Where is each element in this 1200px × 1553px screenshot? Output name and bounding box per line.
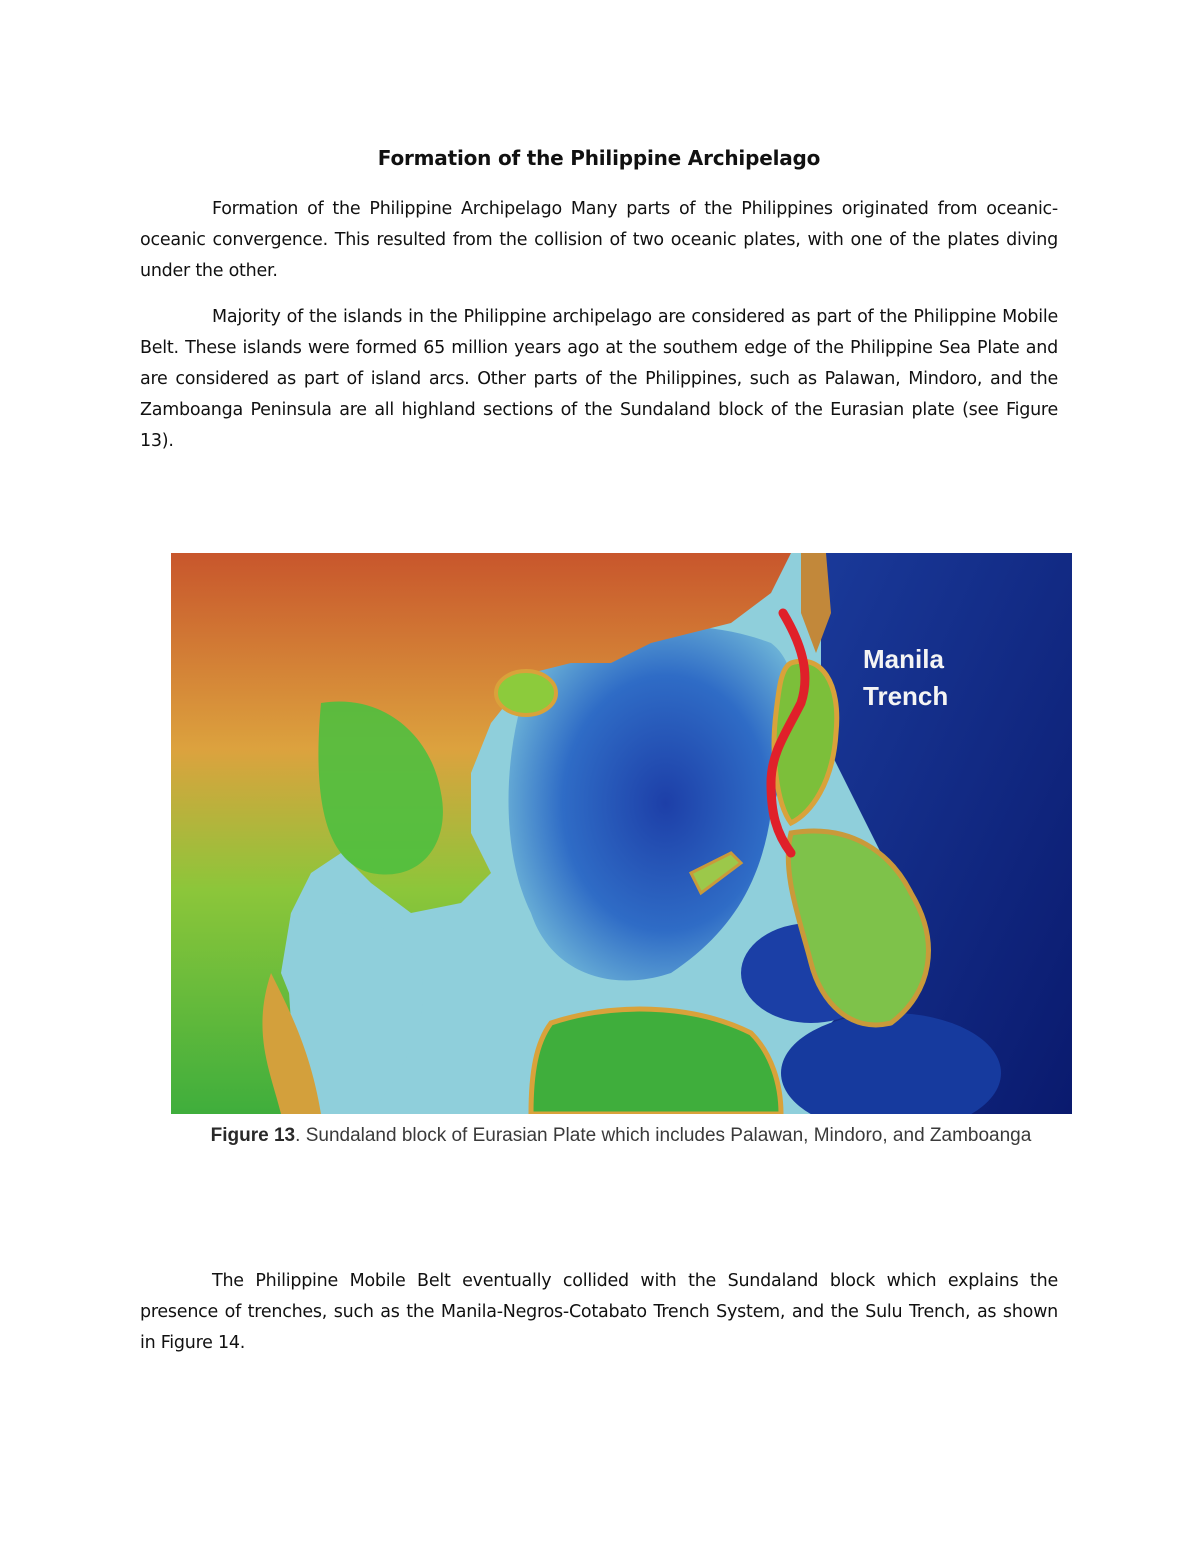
figure-13-map xyxy=(171,553,1072,1114)
map-label-manila: Manila xyxy=(863,644,944,674)
relief-map-image xyxy=(171,553,1072,1114)
paragraph-3: The Philippine Mobile Belt eventually collided with the Sundaland block which explains the presence of trenches, such as the Manila-Negros-Cotabato Trench System, and the Sulu Trench, as shown in Figure 14. xyxy=(140,1271,1058,1353)
hainan-island xyxy=(496,671,556,715)
caption-text: . Sundaland block of Eurasian Plate which includes Palawan, Mindoro, and Zamboanga xyxy=(295,1125,1032,1146)
figure-caption xyxy=(121,1122,1121,1149)
paragraph-1: Formation of the Philippine Archipelago Many parts of the Philippines originated from oceanic-oceanic convergence. This resulted from the collision of two oceanic plates, with one of the plates diving under the other. xyxy=(140,199,1058,281)
caption-label: Figure 13 xyxy=(210,1125,296,1146)
map-label-trench: Trench xyxy=(863,681,949,711)
paragraph-2: Majority of the islands in the Philippine archipelago are considered as part of the Philippine Mobile Belt. These islands were formed 65 million years ago at the southem edge of the Philippine Sea Plate and are considered as part of island arcs. Other parts of the Philippines, such as Palawan, Mindoro, and the Zamboanga Peninsula are all highland sections of the Sundaland block of the Eurasian plate (see Figure 13). xyxy=(140,307,1058,451)
page-title: Formation of the Philippine Archipelago xyxy=(377,146,821,170)
